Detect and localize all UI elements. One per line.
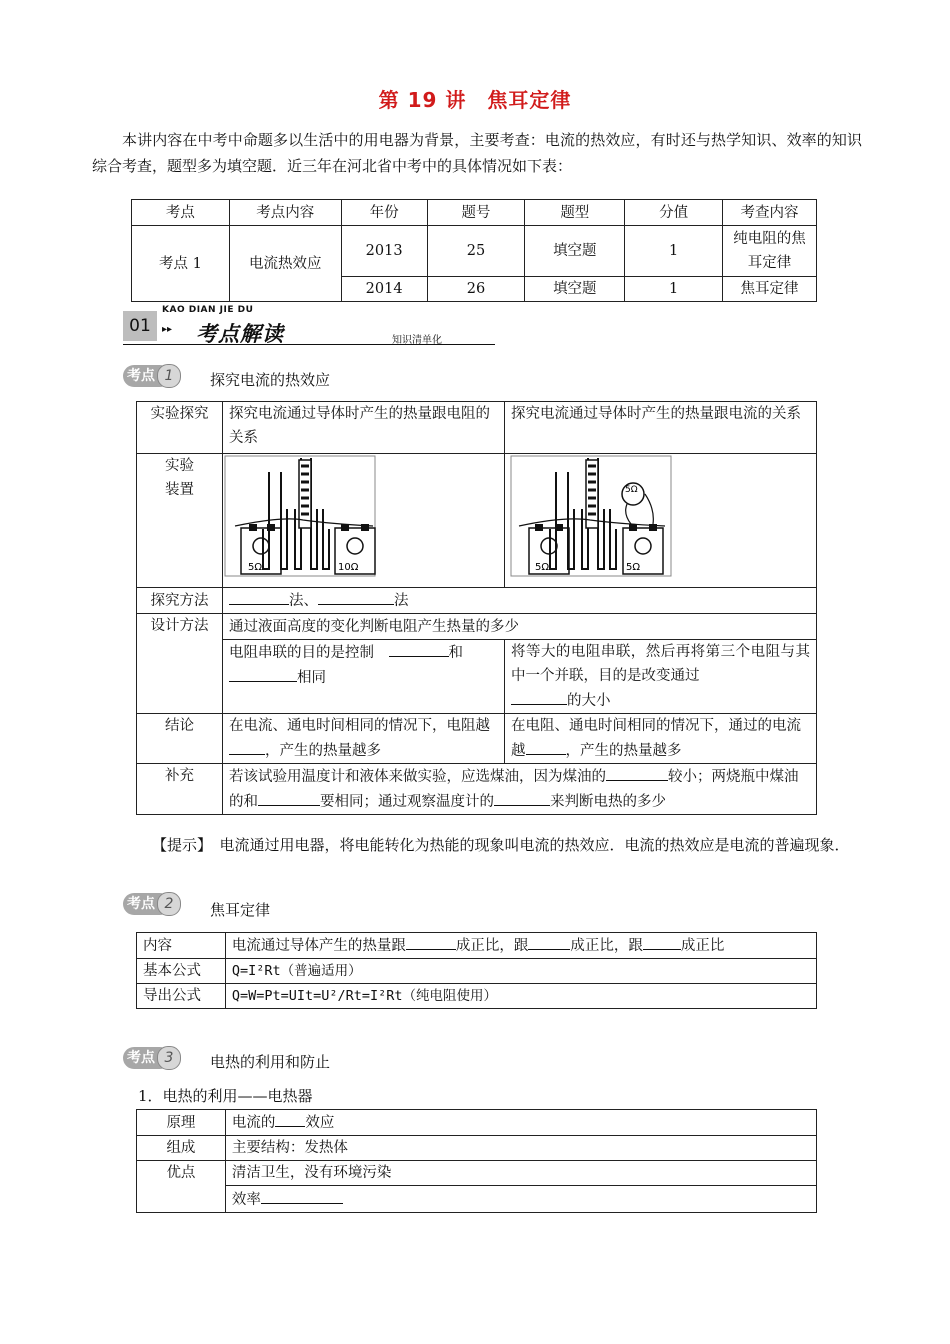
table-row — [137, 1186, 817, 1213]
conclusion-left — [223, 714, 505, 764]
blank — [526, 738, 566, 755]
apparatus-left-cell — [223, 454, 505, 588]
method-text: 法、 — [289, 593, 318, 609]
exam-num: 25 — [427, 226, 525, 277]
resistor-label: 5Ω — [625, 485, 638, 495]
table-row — [137, 1161, 817, 1186]
exp-col2: 探究电流通过导体时产生的热量跟电流的关系 — [505, 402, 817, 454]
blank — [261, 1187, 343, 1204]
conclusion-text: ，产生的热量越多 — [265, 743, 381, 759]
experiment-table — [136, 401, 817, 815]
efficiency-text: 效率 — [231, 1191, 261, 1208]
exam-score: 1 — [625, 277, 723, 302]
table-row — [137, 959, 817, 984]
conclusion-right — [505, 714, 817, 764]
resistor-label: 5Ω — [626, 562, 641, 573]
principle-text: 电流的 — [231, 1115, 276, 1131]
row-label: 内容 — [137, 933, 226, 959]
kaodian-number: 1 — [157, 364, 181, 388]
kaodian-word: 考点 — [127, 896, 155, 912]
section-title: 考点解读 — [196, 322, 284, 346]
content-cell — [225, 933, 816, 959]
table-row — [137, 933, 817, 959]
tip-text: 电流通过用电器，将电能转化为热能的现象叫电流的热效应．电流的热效应是电流的普遍现象． — [204, 836, 850, 854]
double-arrow-icon: ▸▸ — [162, 324, 173, 335]
blank — [229, 738, 265, 755]
table-row — [137, 714, 817, 764]
supplement-text: 要相同；通过观察温度计的 — [320, 794, 494, 810]
design-text: 通过液面高度的变化判断电阻产生热量的多少 — [223, 614, 817, 640]
supplement-text: 较小；两烧瓶中煤油的和 — [229, 769, 799, 810]
tip-paragraph — [92, 832, 864, 858]
resistor-label: 5Ω — [248, 562, 263, 573]
exam-type: 填空题 — [525, 226, 625, 277]
design-right-text: 将等大的电阻串联，然后再将第三个电阻与其中一个并联，目的是改变通过 — [511, 644, 810, 684]
exam-table-header — [132, 200, 817, 226]
exam-score: 1 — [625, 226, 723, 277]
kaodian-badge — [123, 365, 174, 387]
resistor-label: 5Ω — [535, 562, 550, 573]
header-cell: 题号 — [427, 200, 525, 226]
intro-paragraph: 本讲内容在中考中命题多以生活中的用电器为背景，主要考查：电流的热效应，有时还与热学知识、效率的知识综合考查，题型多为填空题．近三年在河北省中考中的具体情况如下表： — [92, 131, 862, 175]
kaodian-number: 3 — [157, 1046, 181, 1070]
section-subtitle: 知识清单化 — [392, 335, 442, 346]
row-label: 设计方法 — [137, 614, 223, 714]
row-label: 优点 — [137, 1161, 226, 1213]
exam-table — [131, 199, 817, 302]
blank — [606, 764, 668, 781]
table-row — [137, 640, 817, 714]
content-text: 电流通过导体产生的热量跟 — [231, 938, 406, 954]
header-cell: 考查内容 — [723, 200, 817, 226]
table-row — [132, 226, 817, 277]
row-label: 原理 — [137, 1110, 226, 1136]
row-label: 实验装置 — [137, 454, 223, 588]
blank — [528, 933, 570, 950]
exam-content: 电流热效应 — [229, 226, 341, 302]
row-label: 组成 — [137, 1136, 226, 1161]
table-row — [137, 588, 817, 614]
method-text: 法 — [394, 593, 409, 609]
supplement-cell — [223, 764, 817, 815]
formula-derived: Q=W=Pt=UIt=U²/Rt=I²Rt（纯电阻使用） — [225, 984, 816, 1009]
header-cell: 题型 — [525, 200, 625, 226]
kaodian-label: 电热的利用和防止 — [210, 1053, 331, 1071]
conclusion-text: 在电阻、通电时间相同的情况下，通过的电流越 — [511, 718, 801, 759]
exam-type: 填空题 — [525, 277, 625, 302]
table-row — [137, 1136, 817, 1161]
section-divider — [123, 344, 495, 345]
row-label: 结论 — [137, 714, 223, 764]
design-right-text: 的大小 — [567, 693, 611, 709]
blank — [406, 933, 456, 950]
efficiency-cell — [225, 1186, 816, 1213]
table-row — [137, 764, 817, 815]
design-right — [505, 640, 817, 714]
exam-point: 考点 1 — [132, 226, 230, 302]
row-label: 导出公式 — [137, 984, 226, 1009]
blank — [643, 933, 681, 950]
apparatus-left-diagram — [223, 454, 504, 579]
table-row — [137, 614, 817, 640]
table-row — [137, 402, 817, 454]
section-number: 01 — [123, 311, 157, 341]
blank — [258, 789, 320, 806]
exam-topic: 纯电阻的焦耳定律 — [723, 226, 817, 277]
section-pinyin: KAO DIAN JIE DU — [162, 305, 254, 315]
row-label: 基本公式 — [137, 959, 226, 984]
blank — [229, 665, 297, 682]
design-left-text: 电阻串联的目的是控制 — [229, 645, 374, 661]
row-label: 补充 — [137, 764, 223, 815]
electric-heater-table — [136, 1109, 817, 1213]
composition-cell: 主要结构：发热体 — [225, 1136, 816, 1161]
conclusion-text: 在电流、通电时间相同的情况下，电阻越 — [229, 718, 490, 734]
apparatus-right-diagram — [505, 454, 816, 579]
principle-text: 效应 — [305, 1115, 335, 1131]
design-left-text: 和 — [448, 645, 463, 661]
header-cell: 分值 — [625, 200, 723, 226]
content-text: 成正比，跟 — [570, 938, 643, 954]
blank — [318, 588, 394, 605]
header-cell: 考点 — [132, 200, 230, 226]
tip-label: 【提示】 — [152, 836, 205, 854]
header-cell: 年份 — [341, 200, 427, 226]
conclusion-text: ，产生的热量越多 — [565, 743, 682, 759]
row-label: 实验探究 — [137, 402, 223, 454]
blank — [389, 640, 449, 657]
method-cell — [223, 588, 817, 614]
kaodian-word: 考点 — [127, 368, 155, 384]
supplement-text: 来判断电热的多少 — [550, 794, 666, 810]
advantage-cell: 清洁卫生，没有环境污染 — [225, 1161, 816, 1186]
kaodian-badge — [123, 1047, 174, 1069]
design-left — [223, 640, 505, 714]
kaodian-label: 探究电流的热效应 — [210, 371, 331, 389]
kaodian-badge — [123, 893, 174, 915]
content-text: 成正比 — [680, 938, 725, 954]
table-row — [137, 454, 817, 588]
joule-law-table — [136, 932, 817, 1009]
table-row — [137, 1110, 817, 1136]
kaodian-label: 焦耳定律 — [210, 901, 271, 919]
row-label: 探究方法 — [137, 588, 223, 614]
kaodian-number: 2 — [157, 892, 181, 916]
blank — [229, 588, 289, 605]
blank — [275, 1110, 305, 1127]
principle-cell — [225, 1110, 816, 1136]
exam-year: 2014 — [341, 277, 427, 302]
subheading: 1．电热的利用——电热器 — [138, 1087, 313, 1105]
apparatus-right-cell — [505, 454, 817, 588]
content-text: 成正比，跟 — [455, 938, 529, 954]
kaodian-word: 考点 — [127, 1050, 155, 1066]
resistor-label: 10Ω — [338, 562, 359, 573]
exp-col1: 探究电流通过导体时产生的热量跟电阻的关系 — [223, 402, 505, 454]
exam-num: 26 — [427, 277, 525, 302]
design-left-text: 相同 — [297, 670, 326, 686]
exam-year: 2013 — [341, 226, 427, 277]
blank — [494, 789, 550, 806]
header-cell: 考点内容 — [229, 200, 341, 226]
supplement-text: 若该试验用温度计和液体来做实验，应选煤油，因为煤油的 — [229, 769, 606, 785]
blank — [511, 688, 567, 705]
exam-topic: 焦耳定律 — [723, 277, 817, 302]
table-row — [137, 984, 817, 1009]
page-title: 第 19 讲 焦耳定律 — [378, 88, 572, 112]
formula-basic: Q=I²Rt（普遍适用） — [225, 959, 816, 984]
